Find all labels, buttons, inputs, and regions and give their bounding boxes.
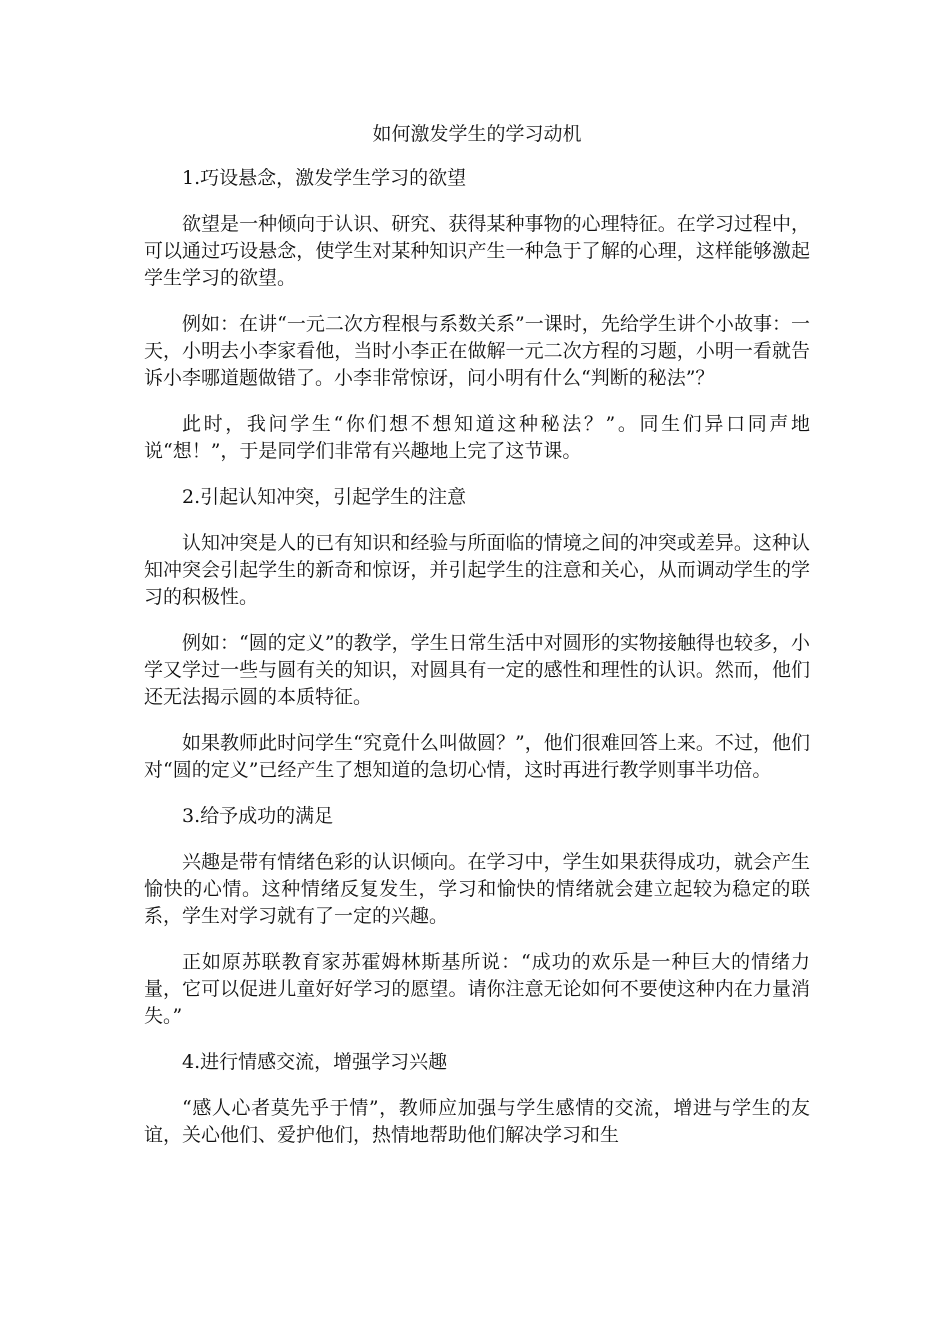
- section-heading-1: 1.巧设悬念，激发学生学习的欲望: [182, 167, 467, 189]
- section-heading-3: 3.给予成功的满足: [182, 805, 334, 827]
- paragraph: 认知冲突是人的已有知识和经验与所面临的情境之间的冲突或差异。这种认知冲突会引起学生的新奇和惊讶，并引起学生的注意和关心，从而调动学生的学习的积极性。: [144, 532, 810, 608]
- paragraph: 兴趣是带有情绪色彩的认识倾向。在学习中，学生如果获得成功，就会产生愉快的心情。这种情绪反复发生，学习和愉快的情绪就会建立起较为稳定的联系，学生对学习就有了一定的兴趣。: [144, 851, 810, 927]
- section-heading-2: 2.引起认知冲突，引起学生的注意: [182, 486, 467, 508]
- paragraph: 正如原苏联教育家苏霍姆林斯基所说：“成功的欢乐是一种巨大的情绪力量，它可以促进儿童好好学习的愿望。请你注意无论如何不要使这种内在力量消失。”: [144, 951, 810, 1027]
- paragraph: 此时，我问学生“你们想不想知道这种秘法？”。同生们异口同声地说“想！”，于是同学们非常有兴趣地上完了这节课。: [144, 413, 810, 462]
- paragraph: 欲望是一种倾向于认识、研究、获得某种事物的心理特征。在学习过程中，可以通过巧设悬念，使学生对某种知识产生一种急于了解的心理，这样能够激起学生学习的欲望。: [144, 213, 810, 289]
- paragraph: 例如：在讲“一元二次方程根与系数关系”一课时，先给学生讲个小故事：一天，小明去小李家看他，当时小李正在做解一元二次方程的习题，小明一看就告诉小李哪道题做错了。小李非常惊讶，问小明有什么“判断的秘法”？: [144, 313, 810, 389]
- paragraph: 例如：“圆的定义”的教学，学生日常生活中对圆形的实物接触得也较多，小学又学过一些与圆有关的知识，对圆具有一定的感性和理性的认识。然而，他们还无法揭示圆的本质特征。: [144, 632, 810, 708]
- document-body: [144, 121, 810, 1168]
- section-heading-4: 4.进行情感交流，增强学习兴趣: [182, 1051, 448, 1073]
- page-title: 如何激发学生的学习动机: [372, 123, 582, 145]
- paragraph: “感人心者莫先乎于情”，教师应加强与学生感情的交流，增进与学生的友谊，关心他们、爱护他们，热情地帮助他们解决学习和生: [144, 1097, 810, 1146]
- paragraph: 如果教师此时问学生“究竟什么叫做圆？”，他们很难回答上来。不过，他们对“圆的定义”已经产生了想知道的急切心情，这时再进行教学则事半功倍。: [144, 732, 810, 781]
